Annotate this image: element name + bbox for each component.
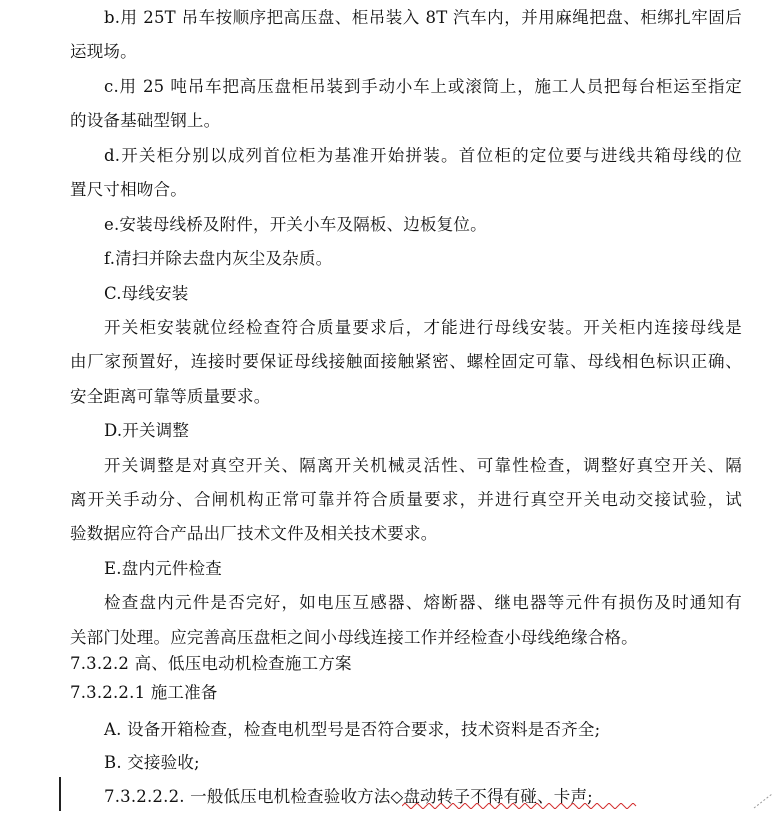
paragraph-switch-line3: 验数据应符合产品出厂技术文件及相关技术要求。: [70, 524, 438, 543]
revision-bar: [59, 777, 61, 811]
paragraph-d-line1: d.开关柜分别以成列首位柜为基准开始拼装。首位柜的定位要与进线共箱母线的位: [104, 146, 742, 165]
heading-switch-adjust: D.开关调整: [104, 421, 190, 440]
paragraph-e: e.安装母线桥及附件，开关小车及隔板、边板复位。: [104, 215, 487, 234]
section-heading-7-3-2-2-1: 7.3.2.2.1 施工准备: [70, 683, 218, 702]
section-heading-7-3-2-2: 7.3.2.2 高、低压电动机检查施工方案: [70, 654, 352, 673]
paragraph-b-line2: 运现场。: [70, 42, 137, 61]
paragraph-component-line1: 检查盘内元件是否完好，如电压互感器、熔断器、继电器等元件有损伤及时通知有: [104, 593, 742, 612]
paragraph-busbar-line1: 开关柜安装就位经检查符合质量要求后，才能进行母线安装。开关柜内连接母线是: [104, 318, 742, 337]
list-item-a: A. 设备开箱检查，检查电机型号是否符合要求，技术资料是否齐全;: [104, 720, 601, 739]
paragraph-switch-line2: 离开关手动分、合闸机构正常可靠并符合质量要求，并进行真空开关电动交接试验，试: [70, 490, 742, 509]
paragraph-switch-line1: 开关调整是对真空开关、隔离开关机械灵活性、可靠性检查，调整好真空开关、隔: [104, 456, 742, 475]
heading-busbar-install: C.母线安装: [104, 284, 189, 303]
paragraph-b-line1: b.用 25T 吊车按顺序把高压盘、柜吊装入 8T 汽车内，并用麻绳把盘、柜绑扎牢固后: [104, 8, 742, 27]
paragraph-f: f.清扫并除去盘内灰尘及杂质。: [104, 249, 333, 268]
heading-component-check: E.盘内元件检查: [104, 559, 222, 578]
section-heading-7-3-2-2-2: 7.3.2.2.2. 一般低压电机检查验收方法◇盘动转子不得有碰、卡声;: [104, 787, 593, 806]
paragraph-d-line2: 置尺寸相吻合。: [70, 180, 187, 199]
paragraph-c-line1: c.用 25 吨吊车把高压盘柜吊装到手动小车上或滚筒上，施工人员把每台柜运至指定: [104, 77, 742, 96]
paragraph-busbar-line2: 由厂家预置好，连接时要保证母线接触面接触紧密、螺栓固定可靠、母线相色标识正确、: [70, 352, 742, 371]
spellcheck-underline: [402, 803, 638, 809]
paragraph-c-line2: 的设备基础型钢上。: [70, 111, 221, 130]
list-item-b: B. 交接验收;: [104, 753, 200, 772]
page-corner-mark: [752, 792, 774, 810]
paragraph-busbar-line3: 安全距离可靠等质量要求。: [70, 387, 271, 406]
paragraph-component-line2: 关部门处理。应完善高压盘柜之间小母线连接工作并经检查小母线绝缘合格。: [70, 628, 638, 647]
